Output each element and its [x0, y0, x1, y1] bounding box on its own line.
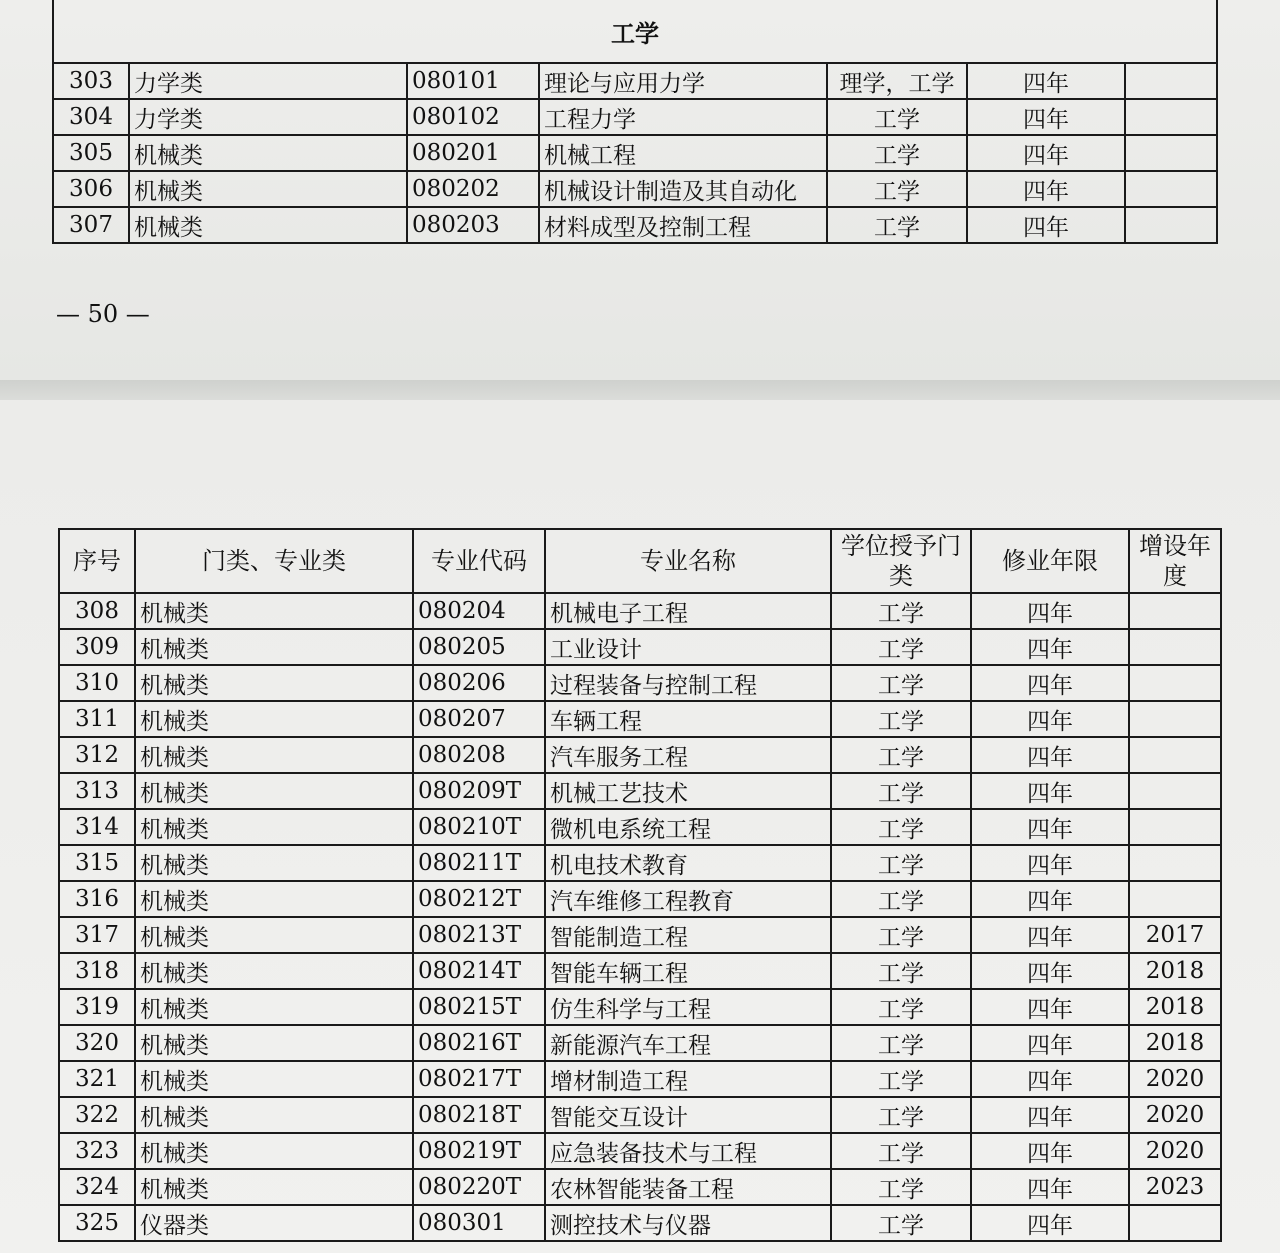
cell-added: 2017 [1129, 917, 1221, 953]
cell-degree: 工学 [831, 1025, 971, 1061]
cell-category: 机械类 [135, 1133, 413, 1169]
table-row [59, 917, 1221, 953]
cell-name: 新能源汽车工程 [545, 1025, 831, 1061]
cell-code: 080206 [413, 665, 545, 701]
cell-years: 四年 [971, 629, 1129, 665]
cell-name: 材料成型及控制工程 [539, 207, 827, 243]
cell-code: 080215T [413, 989, 545, 1025]
cell-seq: 304 [53, 99, 129, 135]
cell-name: 智能制造工程 [545, 917, 831, 953]
cell-code: 080220T [413, 1169, 545, 1205]
cell-category: 机械类 [135, 629, 413, 665]
cell-code: 080204 [413, 593, 545, 629]
table-row [59, 881, 1221, 917]
cell-seq: 323 [59, 1133, 135, 1169]
cell-degree: 工学 [827, 171, 967, 207]
cell-added [1129, 665, 1221, 701]
cell-category: 机械类 [135, 737, 413, 773]
table-row [59, 1169, 1221, 1205]
cell-category: 机械类 [135, 953, 413, 989]
cell-seq: 316 [59, 881, 135, 917]
cell-category: 机械类 [135, 593, 413, 629]
cell-seq: 313 [59, 773, 135, 809]
cell-seq: 321 [59, 1061, 135, 1097]
cell-years: 四年 [971, 1205, 1129, 1241]
header-added: 增设年度 [1129, 529, 1221, 593]
table-row [59, 1097, 1221, 1133]
cell-degree: 工学 [831, 629, 971, 665]
cell-years: 四年 [971, 701, 1129, 737]
cell-years: 四年 [971, 845, 1129, 881]
table-row [59, 593, 1221, 629]
cell-degree: 工学 [831, 1169, 971, 1205]
cell-category: 机械类 [129, 207, 407, 243]
cell-seq: 309 [59, 629, 135, 665]
cell-seq: 322 [59, 1097, 135, 1133]
cell-name: 仿生科学与工程 [545, 989, 831, 1025]
table-row [53, 171, 1217, 207]
cell-degree: 工学 [827, 99, 967, 135]
cell-name: 汽车服务工程 [545, 737, 831, 773]
cell-name: 工业设计 [545, 629, 831, 665]
lower-table [58, 528, 1222, 1242]
cell-name: 理论与应用力学 [539, 63, 827, 99]
cell-name: 智能交互设计 [545, 1097, 831, 1133]
cell-added [1129, 773, 1221, 809]
header-degree: 学位授予门类 [831, 529, 971, 593]
cell-added: 2018 [1129, 953, 1221, 989]
cell-seq: 315 [59, 845, 135, 881]
cell-name: 机电技术教育 [545, 845, 831, 881]
table-row [59, 665, 1221, 701]
cell-added: 2020 [1129, 1061, 1221, 1097]
upper-table-body [53, 63, 1217, 243]
cell-name: 汽车维修工程教育 [545, 881, 831, 917]
cell-degree: 工学 [831, 1133, 971, 1169]
cell-added [1125, 135, 1217, 171]
cell-added [1125, 63, 1217, 99]
cell-seq: 308 [59, 593, 135, 629]
cell-years: 四年 [971, 593, 1129, 629]
table-row [53, 99, 1217, 135]
cell-seq: 306 [53, 171, 129, 207]
cell-category: 机械类 [135, 1097, 413, 1133]
cell-code: 080219T [413, 1133, 545, 1169]
header-name: 专业名称 [545, 529, 831, 593]
cell-name: 测控技术与仪器 [545, 1205, 831, 1241]
cell-name: 机械电子工程 [545, 593, 831, 629]
cell-seq: 318 [59, 953, 135, 989]
cell-seq: 311 [59, 701, 135, 737]
cell-years: 四年 [971, 1061, 1129, 1097]
cell-category: 机械类 [135, 701, 413, 737]
cell-code: 080217T [413, 1061, 545, 1097]
cell-name: 过程装备与控制工程 [545, 665, 831, 701]
cell-degree: 工学 [831, 809, 971, 845]
cell-name: 智能车辆工程 [545, 953, 831, 989]
cell-code: 080209T [413, 773, 545, 809]
cell-code: 080210T [413, 809, 545, 845]
cell-code: 080208 [413, 737, 545, 773]
cell-category: 力学类 [129, 63, 407, 99]
cell-years: 四年 [967, 63, 1125, 99]
cell-years: 四年 [971, 953, 1129, 989]
cell-category: 力学类 [129, 99, 407, 135]
cell-code: 080212T [413, 881, 545, 917]
cell-degree: 工学 [831, 989, 971, 1025]
cell-category: 机械类 [135, 1061, 413, 1097]
page-number: — 50 — [56, 300, 150, 328]
cell-years: 四年 [971, 881, 1129, 917]
cell-degree: 工学 [831, 665, 971, 701]
table-row [59, 989, 1221, 1025]
cell-category: 机械类 [129, 135, 407, 171]
cell-name: 农林智能装备工程 [545, 1169, 831, 1205]
cell-seq: 320 [59, 1025, 135, 1061]
cell-added [1129, 593, 1221, 629]
cell-name: 增材制造工程 [545, 1061, 831, 1097]
cell-added [1129, 629, 1221, 665]
cell-seq: 325 [59, 1205, 135, 1241]
cell-code: 080205 [413, 629, 545, 665]
cell-added [1125, 171, 1217, 207]
cell-code: 080101 [407, 63, 539, 99]
cell-added [1129, 1205, 1221, 1241]
lower-table-body [59, 593, 1221, 1241]
cell-degree: 工学 [831, 1097, 971, 1133]
cell-years: 四年 [971, 809, 1129, 845]
cell-years: 四年 [971, 989, 1129, 1025]
cell-added [1129, 737, 1221, 773]
cell-added: 2018 [1129, 989, 1221, 1025]
cell-code: 080216T [413, 1025, 545, 1061]
cell-seq: 305 [53, 135, 129, 171]
cell-name: 车辆工程 [545, 701, 831, 737]
cell-seq: 303 [53, 63, 129, 99]
cell-degree: 工学 [827, 207, 967, 243]
table-header-row [59, 529, 1221, 593]
cell-seq: 314 [59, 809, 135, 845]
table-row [59, 773, 1221, 809]
cell-years: 四年 [971, 1169, 1129, 1205]
upper-table [52, 0, 1218, 244]
table-row [59, 809, 1221, 845]
cell-code: 080214T [413, 953, 545, 989]
table-row [59, 1061, 1221, 1097]
cell-seq: 307 [53, 207, 129, 243]
table-row [59, 629, 1221, 665]
cell-code: 080301 [413, 1205, 545, 1241]
cell-code: 080218T [413, 1097, 545, 1133]
table-row [59, 737, 1221, 773]
cell-added: 2020 [1129, 1133, 1221, 1169]
header-years: 修业年限 [971, 529, 1129, 593]
cell-years: 四年 [971, 1133, 1129, 1169]
cell-degree: 工学 [831, 593, 971, 629]
cell-name: 机械设计制造及其自动化 [539, 171, 827, 207]
cell-years: 四年 [971, 1097, 1129, 1133]
cell-added: 2023 [1129, 1169, 1221, 1205]
cell-degree: 工学 [827, 135, 967, 171]
cell-code: 080202 [407, 171, 539, 207]
cell-category: 机械类 [135, 1025, 413, 1061]
cell-category: 机械类 [135, 989, 413, 1025]
header-seq: 序号 [59, 529, 135, 593]
cell-years: 四年 [971, 1025, 1129, 1061]
table-row [59, 953, 1221, 989]
cell-name: 工程力学 [539, 99, 827, 135]
cell-name: 应急装备技术与工程 [545, 1133, 831, 1169]
cell-seq: 319 [59, 989, 135, 1025]
cell-years: 四年 [971, 773, 1129, 809]
cell-category: 机械类 [135, 1169, 413, 1205]
cell-seq: 324 [59, 1169, 135, 1205]
cell-degree: 工学 [831, 953, 971, 989]
cell-seq: 310 [59, 665, 135, 701]
cell-years: 四年 [971, 665, 1129, 701]
section-title: 工学 [53, 0, 1217, 63]
cell-name: 微机电系统工程 [545, 809, 831, 845]
table-row [59, 1133, 1221, 1169]
cell-degree: 工学 [831, 917, 971, 953]
cell-category: 机械类 [129, 171, 407, 207]
cell-added [1125, 99, 1217, 135]
cell-category: 机械类 [135, 845, 413, 881]
cell-code: 080201 [407, 135, 539, 171]
header-category: 门类、专业类 [135, 529, 413, 593]
table-row [53, 135, 1217, 171]
cell-added [1129, 809, 1221, 845]
cell-degree: 工学 [831, 773, 971, 809]
cell-category: 机械类 [135, 665, 413, 701]
table-row [59, 1025, 1221, 1061]
cell-degree: 工学 [831, 881, 971, 917]
cell-years: 四年 [967, 135, 1125, 171]
cell-category: 机械类 [135, 773, 413, 809]
cell-seq: 317 [59, 917, 135, 953]
cell-added: 2020 [1129, 1097, 1221, 1133]
cell-code: 080102 [407, 99, 539, 135]
table-row [59, 845, 1221, 881]
cell-code: 080213T [413, 917, 545, 953]
cell-added [1129, 701, 1221, 737]
cell-degree: 工学 [831, 1061, 971, 1097]
cell-code: 080211T [413, 845, 545, 881]
cell-added [1129, 881, 1221, 917]
table-row [59, 701, 1221, 737]
cell-degree: 工学 [831, 845, 971, 881]
cell-years: 四年 [971, 917, 1129, 953]
cell-code: 080203 [407, 207, 539, 243]
cell-years: 四年 [971, 737, 1129, 773]
cell-code: 080207 [413, 701, 545, 737]
table-row [59, 1205, 1221, 1241]
cell-degree: 理学，工学 [827, 63, 967, 99]
cell-category: 机械类 [135, 881, 413, 917]
cell-name: 机械工艺技术 [545, 773, 831, 809]
table-row [53, 63, 1217, 99]
cell-added [1129, 845, 1221, 881]
cell-name: 机械工程 [539, 135, 827, 171]
cell-years: 四年 [967, 207, 1125, 243]
cell-category: 仪器类 [135, 1205, 413, 1241]
cell-added [1125, 207, 1217, 243]
table-row [53, 207, 1217, 243]
cell-degree: 工学 [831, 1205, 971, 1241]
cell-category: 机械类 [135, 917, 413, 953]
cell-years: 四年 [967, 99, 1125, 135]
cell-degree: 工学 [831, 701, 971, 737]
cell-degree: 工学 [831, 737, 971, 773]
cell-category: 机械类 [135, 809, 413, 845]
cell-years: 四年 [967, 171, 1125, 207]
cell-added: 2018 [1129, 1025, 1221, 1061]
cell-seq: 312 [59, 737, 135, 773]
header-code: 专业代码 [413, 529, 545, 593]
